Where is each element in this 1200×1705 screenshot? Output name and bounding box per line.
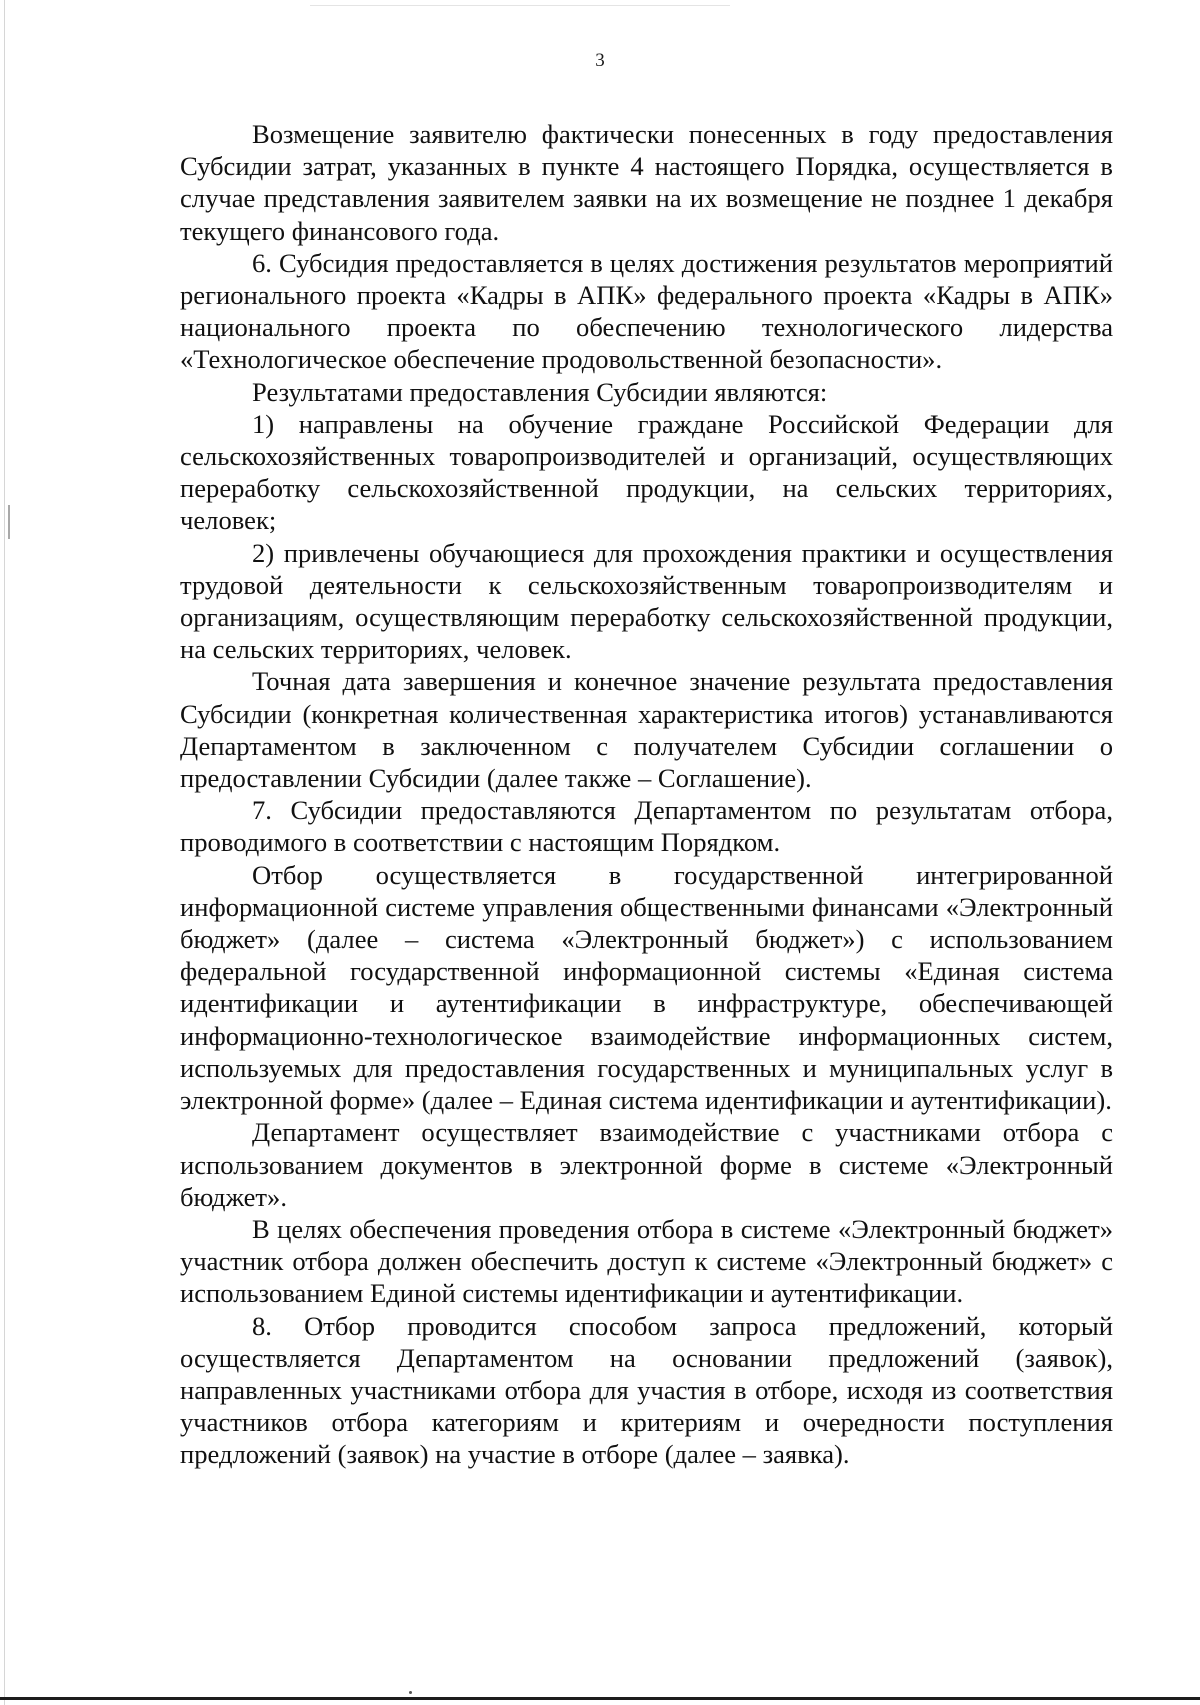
paragraph-item-7: 7. Субсидии предоставляются Департаментом по результатам отбора, проводимого в соответствии с настоящим Порядком. (180, 795, 1113, 858)
paragraph-access-requirement: В целях обеспечения проведения отбора в системе «Электронный бюджет» участник отбора должен обеспечить доступ к системе «Электронный бюджет» с использованием Единой системы идентификации и аутентификации. (180, 1213, 1113, 1309)
scan-artifact-top-line (310, 5, 730, 6)
paragraph-results-intro: Результатами предоставления Субсидии являются: (252, 376, 828, 407)
paragraph-result-date: Точная дата завершения и конечное значение результата предоставления Субсидии (конкретная количественная характеристика итогов) устанавливаются Департаментом в заключенном с получателем Субсидии соглашении о предоставлении Субсидии (далее также – Соглашение). (180, 666, 1113, 794)
paragraph-department-interaction: Департамент осуществляет взаимодействие с участниками отбора с использованием документов в электронной форме в системе «Электронный бюджет». (180, 1117, 1113, 1212)
paragraph-item-8: 8. Отбор проводится способом запроса предложений, который осуществляется Департаментом на основании предложений (заявок), направленных участниками отбора для участия в отборе, исходя из соответствия участников отбора категориям и критериям и очередности поступления предложений (заявок) на участие в отборе (далее – заявка). (180, 1310, 1113, 1470)
paragraph-result-1: 1) направлены на обучение граждане Российской Федерации для сельскохозяйственных товаропроизводителей и организаций, осуществляющих переработку сельскохозяйственной продукции, на сельских территориях, человек; (180, 408, 1113, 536)
paragraph-selection-system: Отбор осуществляется в государственной интегрированной информационной системе управления общественными финансами «Электронный бюджет» (далее – система «Электронный бюджет») с использованием федеральной государственной информационной системы «Единая система идентификации и аутентификации в инфраструктуре, обеспечивающей информационно-технологическое взаимодействие информационных систем, используемых для предоставления государственных и муниципальных услуг в электронной форме» (далее – Единая система идентификации и аутентификации). (180, 859, 1113, 1116)
scan-artifact-dot (409, 1691, 412, 1694)
paragraph-reimbursement: Возмещение заявителю фактически понесенных в году предоставления Субсидии затрат, указанных в пункте 4 настоящего Порядка, осуществляется в случае представления заявителем заявки на их возмещение не позднее 1 декабря текущего финансового года. (180, 119, 1113, 246)
paragraph-result-2: 2) привлечены обучающиеся для прохождения практики и осуществления трудовой деятельности к сельскохозяйственным товаропроизводителям и организациям, осуществляющим переработку сельскохозяйственной продукции, на сельских территориях, человек. (180, 537, 1113, 665)
scan-artifact-left-mark (8, 505, 10, 539)
scan-artifact-left-edge (4, 0, 5, 1705)
document-body (180, 118, 1113, 1471)
paragraph-item-6: 6. Субсидия предоставляется в целях достижения результатов мероприятий регионального проекта «Кадры в АПК» федерального проекта «Кадры в АПК» национального проекта по обеспечению технологического лидерства «Технологическое обеспечение продовольственной безопасности». (180, 247, 1113, 375)
scan-artifact-bottom-line (0, 1697, 1200, 1700)
page-number: 3 (595, 50, 605, 71)
